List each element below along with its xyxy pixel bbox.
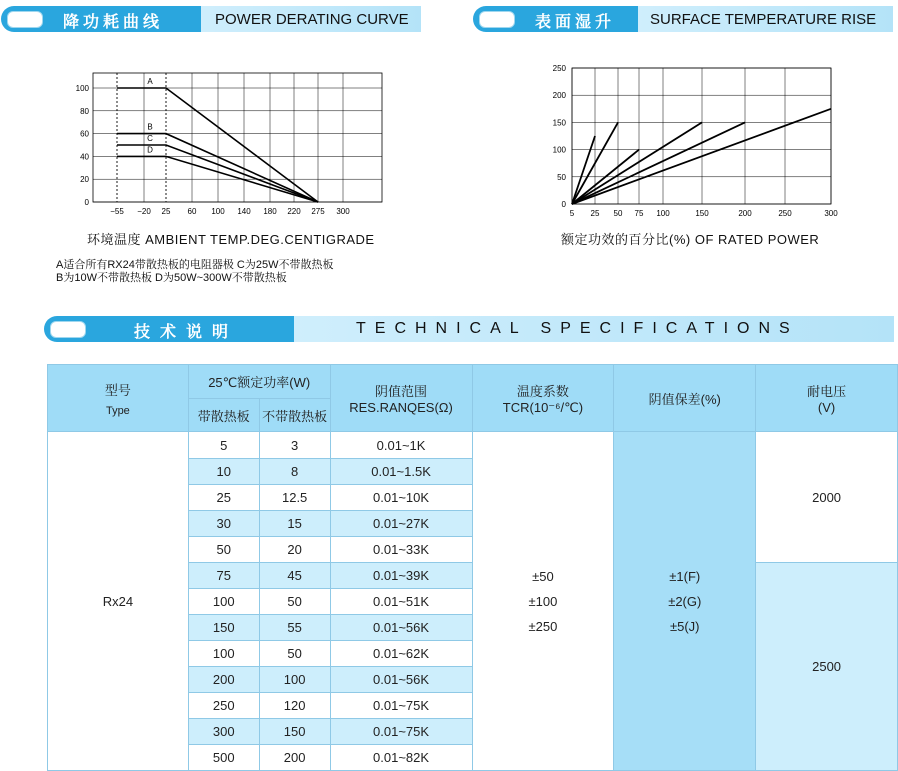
resistance-range: 0.01~39K xyxy=(330,563,472,589)
derating-x-tick: 180 xyxy=(263,207,277,216)
rise-title-en: SURFACE TEMPERATURE RISE xyxy=(650,11,877,28)
derating-curve-b xyxy=(117,134,318,202)
header-volt-en: (V) xyxy=(817,400,836,415)
rise-x-tick: 200 xyxy=(738,209,752,218)
rise-y-tick: 100 xyxy=(552,145,566,155)
header-volt-cn: 耐电压 xyxy=(807,384,847,399)
rise-x-tick: 75 xyxy=(634,209,644,218)
derating-caption: 环境温度 AMBIENT TEMP.DEG.CENTIGRADE xyxy=(87,232,375,247)
derating-x-ticks xyxy=(110,207,350,216)
derating-grid xyxy=(93,73,382,202)
spec-table xyxy=(47,364,898,771)
rise-y-tick: 50 xyxy=(557,172,566,182)
tech-title-cn: 技术说明 xyxy=(134,324,239,341)
header-type-en: Type xyxy=(105,404,130,417)
rise-y-tick: 150 xyxy=(552,118,566,128)
power-with-heatsink: 150 xyxy=(188,615,259,641)
rise-caption: 额定功效的百分比(%) OF RATED POWER xyxy=(561,232,820,247)
header-tcr-en: TCR(10⁻⁶/℃) xyxy=(502,399,584,415)
derating-y-tick: 40 xyxy=(80,152,89,162)
derating-chart xyxy=(60,70,390,225)
tech-header xyxy=(44,316,894,342)
power-without-heatsink: 120 xyxy=(259,693,330,719)
rise-x-tick: 25 xyxy=(590,209,600,218)
power-with-heatsink: 100 xyxy=(188,641,259,667)
rise-lines xyxy=(572,109,831,204)
derating-x-tick: 60 xyxy=(187,207,197,216)
resistance-range: 0.01~10K xyxy=(330,485,472,511)
resistance-range: 0.01~75K xyxy=(330,719,472,745)
power-without-heatsink: 50 xyxy=(259,589,330,615)
tcr-value: ±100 xyxy=(528,593,558,609)
header-resistance xyxy=(330,365,472,432)
header-voltage xyxy=(756,365,898,432)
resistance-range: 0.01~56K xyxy=(330,615,472,641)
header-res-cn: 阴值范围 xyxy=(375,384,428,399)
power-with-heatsink: 5 xyxy=(188,432,259,459)
rise-chart xyxy=(535,58,845,223)
derating-x-tick: 140 xyxy=(237,207,251,216)
header-type xyxy=(48,365,189,432)
derating-x-tick: −20 xyxy=(137,207,151,216)
tolerance-value: ±1(F) xyxy=(669,568,701,584)
power-with-heatsink: 300 xyxy=(188,719,259,745)
power-with-heatsink: 75 xyxy=(188,563,259,589)
header-power: 25℃额定功率(W) xyxy=(188,365,330,399)
derating-x-tick: 300 xyxy=(336,207,350,216)
derating-y-tick: 20 xyxy=(80,175,89,185)
power-with-heatsink: 50 xyxy=(188,537,259,563)
rise-x-ticks xyxy=(570,209,838,218)
header-res-en: RES.RANQES(Ω) xyxy=(349,400,453,415)
power-with-heatsink: 100 xyxy=(188,589,259,615)
voltage-value-a: 2000 xyxy=(756,432,898,563)
header-tolerance: 阴值保差(%) xyxy=(614,365,756,432)
rise-y-tick: 250 xyxy=(552,64,566,73)
derating-y-ticks xyxy=(76,84,90,207)
derating-header xyxy=(1,6,421,32)
derating-y-tick: 80 xyxy=(80,106,89,116)
rise-y-tick: 0 xyxy=(561,200,566,209)
power-with-heatsink: 250 xyxy=(188,693,259,719)
header-tcr xyxy=(472,365,614,432)
header-pill-icon xyxy=(479,11,515,28)
derating-curve-label: B xyxy=(147,122,153,132)
derating-curve-label: D xyxy=(147,145,153,155)
rise-y-ticks xyxy=(553,64,567,209)
rise-x-tick: 250 xyxy=(778,209,792,218)
rise-line xyxy=(572,122,745,204)
resistance-range: 0.01~1.5K xyxy=(330,459,472,485)
derating-x-tick: 25 xyxy=(161,207,171,216)
tech-title-en: TECHNICAL SPECIFICATIONS xyxy=(356,320,799,337)
power-without-heatsink: 50 xyxy=(259,641,330,667)
header-type-cn: 型号 xyxy=(104,382,131,398)
power-with-heatsink: 25 xyxy=(188,485,259,511)
power-without-heatsink: 12.5 xyxy=(259,485,330,511)
tcr-value: ±50 xyxy=(532,568,554,584)
header-tcr-cn: 温度系数 xyxy=(516,383,569,399)
derating-frame xyxy=(93,73,382,202)
derating-curve-label: A xyxy=(147,77,153,86)
resistance-range: 0.01~56K xyxy=(330,667,472,693)
derating-title-en: POWER DERATING CURVE xyxy=(215,11,409,28)
header-with-heatsink: 带散热板 xyxy=(188,399,259,432)
tcr-values xyxy=(472,432,614,771)
type-value: Rx24 xyxy=(48,432,189,771)
derating-note-2: B为10W不带散热板 D为50W~300W不带散热板 xyxy=(56,272,287,284)
power-without-heatsink: 8 xyxy=(259,459,330,485)
rise-x-tick: 300 xyxy=(824,209,838,218)
derating-curve-label: C xyxy=(147,134,153,143)
derating-note-1: A适合所有RX24带散热板的电阻器极 C为25W不带散热板 xyxy=(56,259,334,271)
header-pill-icon xyxy=(50,321,86,338)
header-pill-icon xyxy=(7,11,43,28)
derating-y-tick: 60 xyxy=(80,129,89,139)
voltage-value-b: 2500 xyxy=(756,563,898,771)
rise-x-tick: 150 xyxy=(695,209,709,218)
power-with-heatsink: 10 xyxy=(188,459,259,485)
power-with-heatsink: 200 xyxy=(188,667,259,693)
resistance-range: 0.01~82K xyxy=(330,745,472,771)
derating-title-cn: 降功耗曲线 xyxy=(63,14,164,31)
rise-x-tick: 5 xyxy=(569,209,575,218)
tcr-value: ±250 xyxy=(528,618,558,634)
derating-x-tick: −55 xyxy=(110,207,124,216)
derating-x-tick: 220 xyxy=(287,207,301,216)
rise-x-tick: 100 xyxy=(656,209,670,218)
power-without-heatsink: 3 xyxy=(259,432,330,459)
derating-x-tick: 100 xyxy=(211,207,225,216)
resistance-range: 0.01~27K xyxy=(330,511,472,537)
header-without-heatsink: 不带散热板 xyxy=(259,399,330,432)
power-without-heatsink: 20 xyxy=(259,537,330,563)
power-without-heatsink: 150 xyxy=(259,719,330,745)
power-without-heatsink: 15 xyxy=(259,511,330,537)
derating-y-tick: 100 xyxy=(75,84,89,93)
power-without-heatsink: 200 xyxy=(259,745,330,771)
table-row xyxy=(48,432,898,459)
derating-y-tick: 0 xyxy=(84,198,89,207)
rise-header xyxy=(473,6,893,32)
power-with-heatsink: 500 xyxy=(188,745,259,771)
derating-x-tick: 275 xyxy=(311,207,325,216)
tolerance-values xyxy=(614,432,756,771)
tolerance-value: ±2(G) xyxy=(668,593,702,609)
tolerance-value: ±5(J) xyxy=(669,618,700,634)
power-without-heatsink: 45 xyxy=(259,563,330,589)
rise-title-cn: 表面湿升 xyxy=(535,14,616,31)
resistance-range: 0.01~62K xyxy=(330,641,472,667)
spec-table-body xyxy=(48,432,898,771)
power-with-heatsink: 30 xyxy=(188,511,259,537)
rise-y-tick: 200 xyxy=(552,91,566,101)
resistance-range: 0.01~51K xyxy=(330,589,472,615)
resistance-range: 0.01~33K xyxy=(330,537,472,563)
power-without-heatsink: 55 xyxy=(259,615,330,641)
rise-x-tick: 50 xyxy=(613,209,623,218)
power-without-heatsink: 100 xyxy=(259,667,330,693)
resistance-range: 0.01~75K xyxy=(330,693,472,719)
resistance-range: 0.01~1K xyxy=(330,432,472,459)
